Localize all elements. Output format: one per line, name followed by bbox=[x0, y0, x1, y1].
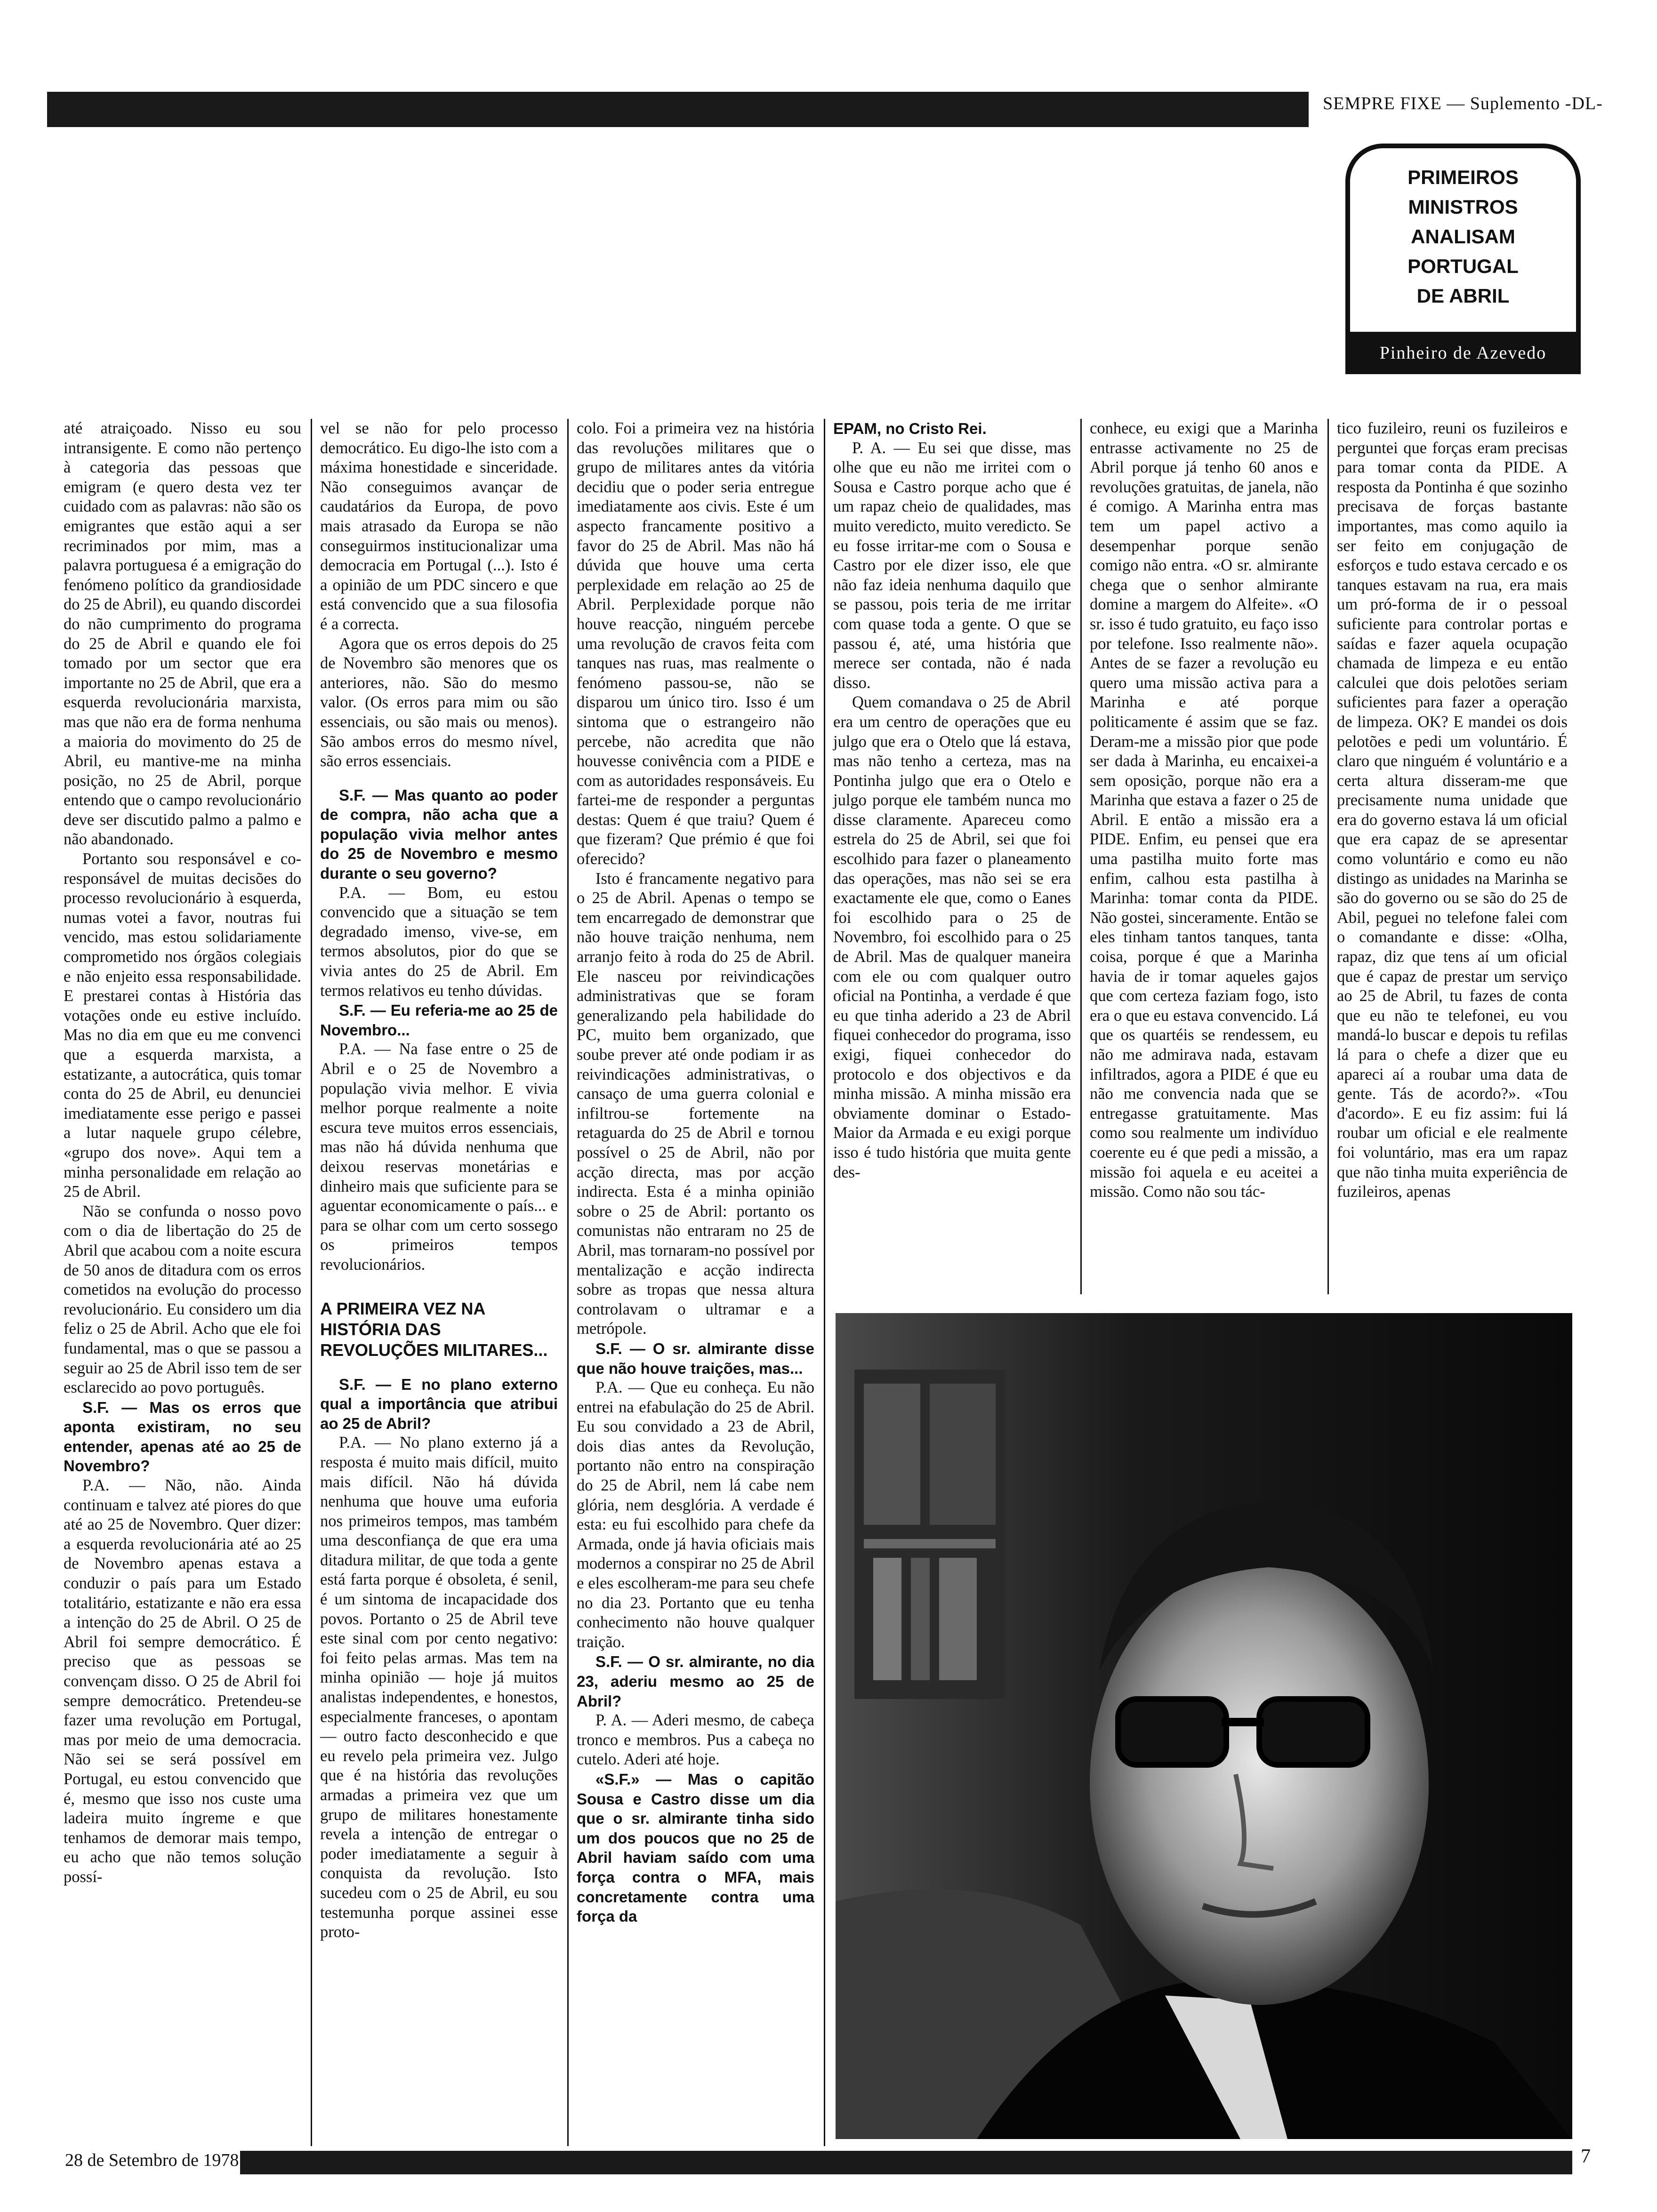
paragraph: colo. Foi a primeira vez na história das revoluções militares que o grupo de militares antes da vitória decidiu que o poder seria entregue imediatamente aos civis. Este é um aspecto francamente positivo a favor do 25 de Abril. Mas não há dúvida que houve uma certa perplexidade em relação ao 25 de Abril. Perplexidade porque não houve reacção, ninguém percebe uma revolução de cravos feita com tanques nas ruas, mas realmente o fenómeno passou-se, não se disparou um único tiro. Isso é um sintoma que o estrangeiro não percebe, não acredita que não houvesse conivência com a PIDE e com as autoridades responsáveis. Eu fartei-me de responder a perguntas destas: Quem é que traiu? Quem é que fizeram? Que prémio é que foi oferecido? bbox=[577, 419, 814, 868]
article-column-4 bbox=[833, 419, 1071, 1182]
column-rule bbox=[824, 419, 825, 2146]
article-column-1 bbox=[64, 419, 301, 1887]
article-title bbox=[1350, 162, 1576, 311]
paragraph: P. A. — Aderi mesmo, de cabeça tronco e membros. Pus a cabeça no cutelo. Aderi até hoje. bbox=[577, 1711, 814, 1769]
title-line: ANALISAM bbox=[1411, 225, 1515, 248]
paragraph: Agora que os erros depois do 25 de Novembro são menores que os anteriores, não. São do mesmo valor. (Os erros para mim ou são essenciais, ou são mais ou menos). São ambos erros do mesmo nível, são erros essenciais. bbox=[320, 634, 558, 770]
title-line: PRIMEIROS bbox=[1408, 166, 1519, 188]
paragraph: P.A. — Bom, eu estou convencido que a situação se tem degradado imenso, vive-se, em termos absolutos, pior do que se vivia antes do 25 de Abril. Em termos relativos eu tenho dúvidas. bbox=[320, 883, 558, 1000]
paragraph: P.A. — Não, não. Ainda continuam e talvez até piores do que até ao 25 de Novembro. Quer dizer: a esquerda revolucionária até ao 25 de Novembro apenas estava a conduzir o país para um Estado totalitário, estatizante e não era essa a intenção do 25 de Abril. O 25 de Abril foi sempre democrático. É preciso que as pessoas se convençam disso. O 25 de Abril foi sempre democrático. Pretendeu-se fazer uma revolução em Portugal, mas por meio de uma democracia. Não sei se será possível em Portugal, eu estou convencido que é, mesmo que isso nos custe uma ladeira muito íngreme e que tenhamos de demorar mais tempo, eu acho que não temos solução possí- bbox=[64, 1476, 301, 1886]
running-head: SEMPRE FIXE — Suplemento -DL- bbox=[1323, 94, 1603, 113]
interview-question: S.F. — Eu referia-me ao 25 de Novembro... bbox=[320, 1002, 558, 1039]
paragraph: P.A. — Que eu conheça. Eu não entrei na efabulação do 25 de Abril. Eu sou convidado a 23 de Abril, dois dias antes da Revolução, portanto não entro na conspiração do 25 de Abril, nem lá cabe nem glória, nem desglória. A verdade é esta: eu fui escolhido para chefe da Armada, onde já havia oficiais mais modernos a conspirar no 25 de Abril e eles escolheram-me para seu chefe no dia 23. Portanto que eu tenha conhecimento não houve qualquer traição. bbox=[577, 1378, 814, 1651]
column-rule bbox=[311, 419, 312, 2146]
paragraph: P.A. — Na fase entre o 25 de Abril e o 25 de Novembro a população vivia melhor. E vivia melhor porque realmente a noite escura teve muitos erros essenciais, mas não há dúvida nenhuma que deixou reservas monetárias e dinheiro mais que suficiente para se aguentar economicamente o país... e para se olhar com um certo sossego os primeiros tempos revolucionários. bbox=[320, 1040, 558, 1274]
article-column-6 bbox=[1337, 419, 1568, 1202]
issue-date: 28 de Setembro de 1978 bbox=[65, 2150, 239, 2170]
interview-question: «S.F.» — Mas o capitão Sousa e Castro disse um dia que o sr. almirante tinha sido um dos poucos que no 25 de Abril haviam saído com uma força contra o MFA, mais concretamente contra uma força da bbox=[577, 1770, 814, 1925]
paragraph: Portanto sou responsável e co-responsável de muitas decisões do processo revolucionário à esquerda, numas votei a favor, noutras fui vencido, mas estou solidariamente comprometido nos órgãos colegiais e não enjeito essa responsabilidade. E prestarei contas à História das votações onde eu estive incluído. Mas no dia em que eu me convenci que a esquerda marxista, a estatizante, a autocrática, quis tomar conta do 25 de Abril, eu denunciei imediatamente esse perigo e passei a lutar naquele grupo célebre, «grupo dos nove». Aqui tem a minha personalidade em relação ao 25 de Abril. bbox=[64, 850, 301, 1201]
footer-band bbox=[240, 2151, 1572, 2174]
article-column-2 bbox=[320, 419, 558, 1942]
paragraph: Não se confunda o nosso povo com o dia de libertação do 25 de Abril que acabou com a noite escura de 50 anos de ditadura com os erros cometidos na evolução do processo revolucionário. Eu considero um dia feliz o 25 de Abril. Acho que ele foi fundamental, mas o que se passou a seguir ao 25 de Abril isso tem de ser esclarecido ao povo português. bbox=[64, 1202, 301, 1397]
byline: Pinheiro de Azevedo bbox=[1345, 332, 1581, 374]
paragraph: tico fuzileiro, reuni os fuzileiros e perguntei que forças eram precisas para tomar conta da PIDE. A resposta da Pontinha é que sozinho precisava de forças bastante importantes, mas como aquilo ia ser feito em conjugação de esforços e tudo estava cercado e os tanques estavam na rua, era mais um pró-forma de ir o pessoal suficiente para controlar portas e saídas e fazer aquela ocupação chamada de limpeza e eu então calculei que dois pelotões seriam suficientes para fazer a operação de limpeza. OK? E mandei os dois pelotões e pedi um voluntário. É claro que ninguém é voluntário e a certa altura disseram-me que precisamente numa unidade que era do governo estava lá um oficial que era capaz de se apresentar como voluntário e como eu não distingo as unidades na Marinha se são do governo ou se são do 25 de Abil, peguei no telefone falei com o comandante e disse: «Olha, rapaz, diz que tens aí um oficial que é capaz de prestar um serviço ao 25 de Abril, tu fazes de conta que eu não te telefonei, eu vou mandá-lo buscar e depois tu refilas lá para o chefe a dizer que eu apareci aí a roubar uma data de gente. Tás de acordo?». «Tou d'acordo». E eu fiz assim: fui lá roubar um oficial e ele realmente foi voluntário, mas era um rapaz que não tinha muita experiência de fuzileiros, apenas bbox=[1337, 419, 1568, 1201]
paragraph: Isto é francamente negativo para o 25 de Abril. Apenas o tempo se tem encarregado de demonstrar que não houve traição nenhuma, nem arranjo feito à roda do 25 de Abril. Ele nasceu por reivindicações administrativas que se foram generalizando pela habilidade do PC, muito bem organizado, que soube prever até onde podiam ir as reivindicações administrativas, o cansaço de uma guerra colonial e infiltrou-se fortemente na retaguarda do 25 de Abril e tornou possível o 25 de Abril, não por acção directa, mas por acção indirecta. Esta é a minha opinião sobre o 25 de Abril: portanto os comunistas não entraram no 25 de Abril, mas tornaram-no possível por mentalização e acção indirecta sobre as tropas que nessa altura controlavam o ultramar e a metrópole. bbox=[577, 869, 814, 1338]
paragraph: P. A. — Eu sei que disse, mas olhe que eu não me irritei com o Sousa e Castro porque acho que é um rapaz cheio de qualidades, mas muito veredicto, muito veredicto. Se eu fosse irritar-me com o Sousa e Castro por ele dizer isso, ele que não faz ideia nenhuma daquilo que se passou, pois teria de me irritar com quase toda a gente. O que se passou é, até, uma história que merece ser contada, não é nada disso. bbox=[833, 439, 1071, 692]
title-line: MINISTROS bbox=[1408, 196, 1518, 218]
page-number: 7 bbox=[1581, 2146, 1591, 2167]
interview-question: S.F. — Mas os erros que aponta existiram, no seu entender, apenas até ao 25 de Novembro? bbox=[64, 1398, 301, 1475]
section-heading: A PRIMEIRA VEZ NA HISTÓRIA DAS REVOLUÇÕES MILITARES... bbox=[320, 1298, 548, 1360]
portrait-of-pinheiro-de-azevedo-icon bbox=[836, 1313, 1572, 2139]
interview-question: S.F. — O sr. almirante, no dia 23, aderiu mesmo ao 25 de Abril? bbox=[577, 1653, 814, 1710]
portrait-photo bbox=[836, 1313, 1572, 2139]
paragraph: Quem comandava o 25 de Abril era um centro de operações que eu julgo que era o Otelo que lá estava, mas não tenho a certeza, mas na Pontinha julgo que era o Otelo e julgo porque ele também nunca mo disse claramente. Apareceu como estrela do 25 de Abril, sei que foi escolhido para fazer o planeamento das operações, mas não sei se era exactamente ele que, como o Eanes foi escolhido para o 25 de Novembro, foi escolhido para o 25 de Abril. Mas de qualquer maneira com ele ou com qualquer outro oficial na Pontinha, a verdade é que eu que tinha aderido a 23 de Abril fiquei conhecedor do programa, isso exigi, fiquei conhecedor do protocolo e dos objectivos e da minha missão. A minha missão era obviamente dominar o Estado-Maior da Armada e eu exigi porque isso é tudo história que muita gente des- bbox=[833, 693, 1071, 1181]
column-rule bbox=[1080, 419, 1082, 1294]
paragraph: vel se não for pelo processo democrático. Eu digo-lhe isto com a máxima honestidade e sinceridade. Não conseguimos avançar de caudatários da Europa, de povo mais atrasado da Europa se não conseguirmos institucionalizar uma democracia em Portugal (...). Isto é a opinião de um PDC sincero e que está convencido que a sua filosofia é a correcta. bbox=[320, 419, 558, 633]
paragraph: conhece, eu exigi que a Marinha entrasse activamente no 25 de Abril porque já tenho 60 anos e revoluções gratuitas, de janela, não é comigo. A Marinha entra mas tem um papel activo a desempenhar porque senão comigo não entra. «O sr. almirante chega que o senhor almirante domine a margem do Alfeite». «O sr. isso é tudo gratuito, eu faço isso por telefone. Isso realmente não». Antes de se fazer a revolução eu quero uma missão activa para a Marinha e até porque politicamente é assim que se faz. Deram-me a missão pior que pode ser dada à Marinha, eu encaixei-a sem oposição, porque não era a Marinha que estava a fazer o 25 de Abril. E então a missão era a PIDE. Enfim, eu pensei que era uma pastilha muito forte mas enfim, calhou esta pastilha à Marinha: tomar conta da PIDE. Não gostei, sinceramente. Então se eles tinham tantos tanques, tanta coisa, porque é que a Marinha havia de ir tomar aqueles gajos que com certeza faziam fogo, isto era o que eu estava convencido. Lá que os quartéis se rendessem, eu não me admirava nada, estavam infiltrados, agora a PIDE é que eu não me convencia nada que se entregasse gratuitamente. Mas como sou realmente um indivíduo coerente eu é que pedi a missão, a missão foi aquela e eu aceitei a missão. Como não sou tác- bbox=[1090, 419, 1318, 1201]
column-rule bbox=[1327, 419, 1329, 1294]
title-line: DE ABRIL bbox=[1416, 285, 1510, 307]
header-band bbox=[47, 92, 1309, 127]
article-column-5 bbox=[1090, 419, 1318, 1202]
interview-question: S.F. — E no plano externo qual a importância que atribui ao 25 de Abril? bbox=[320, 1375, 558, 1432]
paragraph: P.A. — No plano externo já a resposta é muito mais difícil, muito mais difícil. Não há dúvida nenhuma que houve uma euforia nos primeiros tempos, mas também uma desconfiança de que era uma ditadura militar, de que toda a gente está farta porque é obsoleta, é senil, é um sintoma de incapacidade dos povos. Portanto o 25 de Abril teve este sinal com por cento negativo: foi feito pelas armas. Mas tem na minha opinião — hoje já muitos analistas independentes, e honestos, especialmente franceses, o apontam — outro facto desconhecido e que eu revelo pela primeira vez. Julgo que é na história das revoluções armadas a primeira vez que um grupo de militares honestamente revela a intenção de entregar o poder imediatamente a seguir à conquista da revolução. Isto sucedeu com o 25 de Abril, eu sou testemunha porque assinei esse proto- bbox=[320, 1434, 558, 1941]
interview-question: EPAM, no Cristo Rei. bbox=[833, 420, 987, 437]
column-rule bbox=[567, 419, 569, 2146]
interview-question: S.F. — O sr. almirante disse que não houve traições, mas... bbox=[577, 1339, 814, 1377]
interview-question: S.F. — Mas quanto ao poder de compra, não acha que a população vivia melhor antes do 25 de Novembro e mesmo durante o seu governo? bbox=[320, 786, 558, 882]
article-column-3 bbox=[577, 419, 814, 1926]
title-line: PORTUGAL bbox=[1408, 255, 1519, 277]
paragraph: até atraiçoado. Nisso eu sou intransigente. E como não pertenço à categoria das pessoas que emigram (e quero desta vez ter cuidado com as palavras: não são os emigrantes que estão aqui a ser recriminados por mim, mas a palavra portuguesa é a emigração do fenómeno político da grandiosidade do 25 de Abril), eu quando discordei do não cumprimento do programa do 25 de Abril e quando ele foi tomado por um sector que era importante no 25 de Abril, que era a esquerda revolucionária marxista, mas que não era de forma nenhuma a maioria do movimento do 25 de Abril, eu mantive-me na minha posição, no 25 de Abril, porque entendo que o campo revolucionário deve ser discutido palmo a palmo e não abandonado. bbox=[64, 419, 301, 849]
